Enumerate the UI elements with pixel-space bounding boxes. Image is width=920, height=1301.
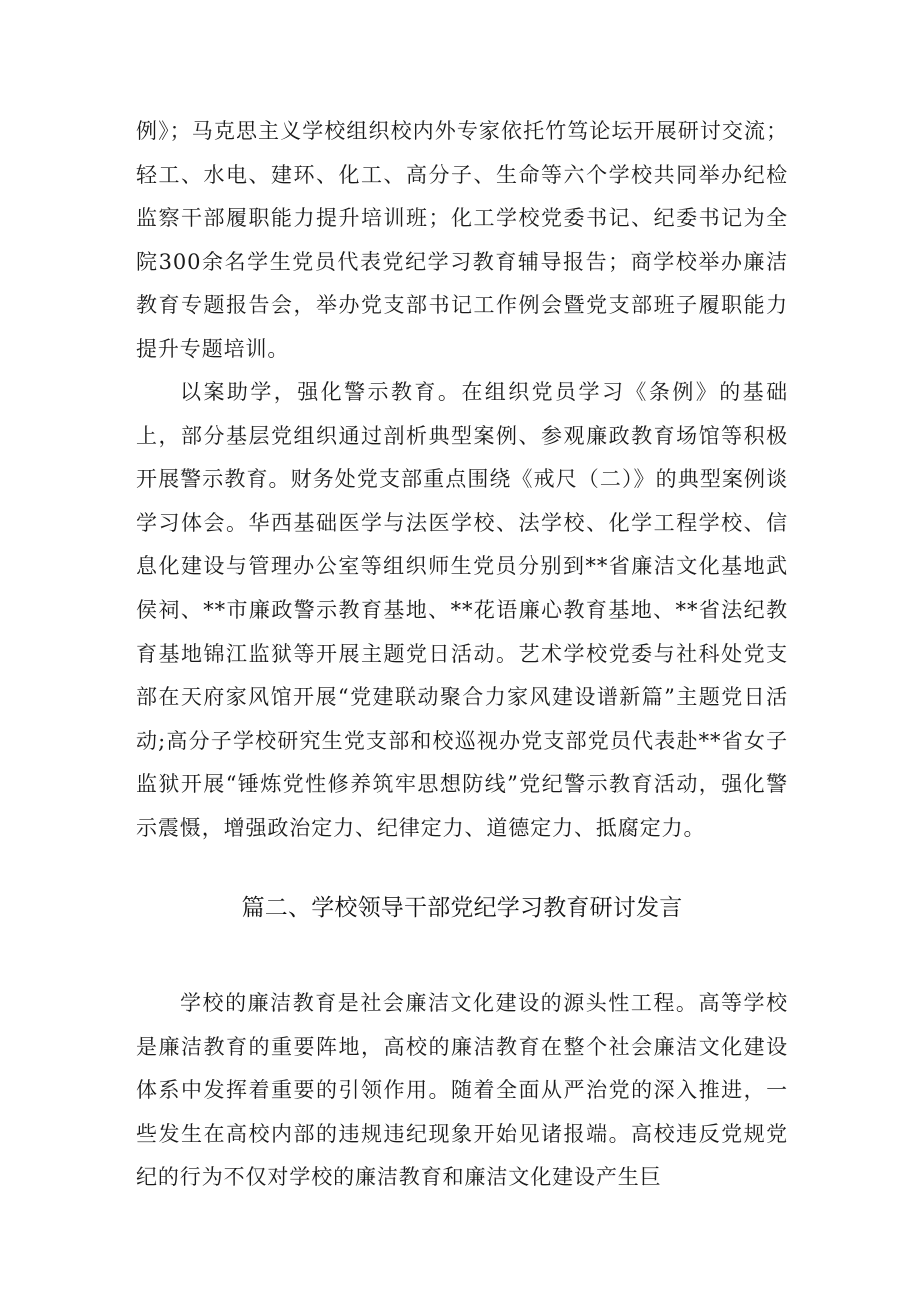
paragraph-integrity-education: 学校的廉洁教育是社会廉洁文化建设的源头性工程。高等学校是廉洁教育的重要阵地，高校的廉洁教育在整个社会廉洁文化建设体系中发挥着重要的引领作用。随着全面从严治党的深入推进，一些发生在高校内部的违规违纪现象开始见诸报端。高校违反党规党纪的行为不仅对学校的廉洁教育和廉洁文化建设产生巨	[136, 991, 788, 1190]
section-heading: 篇二、学校领导干部党纪学习教育研讨发言	[241, 895, 683, 921]
paragraph-continued: 例》；马克思主义学校组织校内外专家依托竹笃论坛开展研讨交流；轻工、水电、建环、化工、高分子、生命等六个学校共同举办纪检监察干部履职能力提升培训班；化工学校党委书记、纪委书记为全院300余名学生党员代表党纪学习教育辅导报告；商学校举办廉洁教育专题报告会，举办党支部书记工作例会暨党支部班子履职能力提升专题培训。	[136, 119, 788, 361]
paragraph-warning-education: 以案助学，强化警示教育。在组织党员学习《条例》的基础上，部分基层党组织通过剖析典型案例、参观廉政教育场馆等积极开展警示教育。财务处党支部重点围绕《戒尺（二）》的典型案例谈学习体会。华西基础医学与法医学校、法学校、化学工程学校、信息化建设与管理办公室等组织师生党员分别到**省廉洁文化基地武侯祠、**市廉政警示教育基地、**花语廉心教育基地、**省法纪教育基地锦江监狱等开展主题党日活动。艺术学校党委与社科处党支部在天府家风馆开展“党建联动聚合力家风建设谱新篇”主题党日活动;高分子学校研究生党支部和校巡视办党支部党员代表赴**省女子监狱开展“锤炼党性修养筑牢思想防线”党纪警示教育活动，强化警示震慑，增强政治定力、纪律定力、道德定力、抵腐定力。	[136, 380, 788, 840]
